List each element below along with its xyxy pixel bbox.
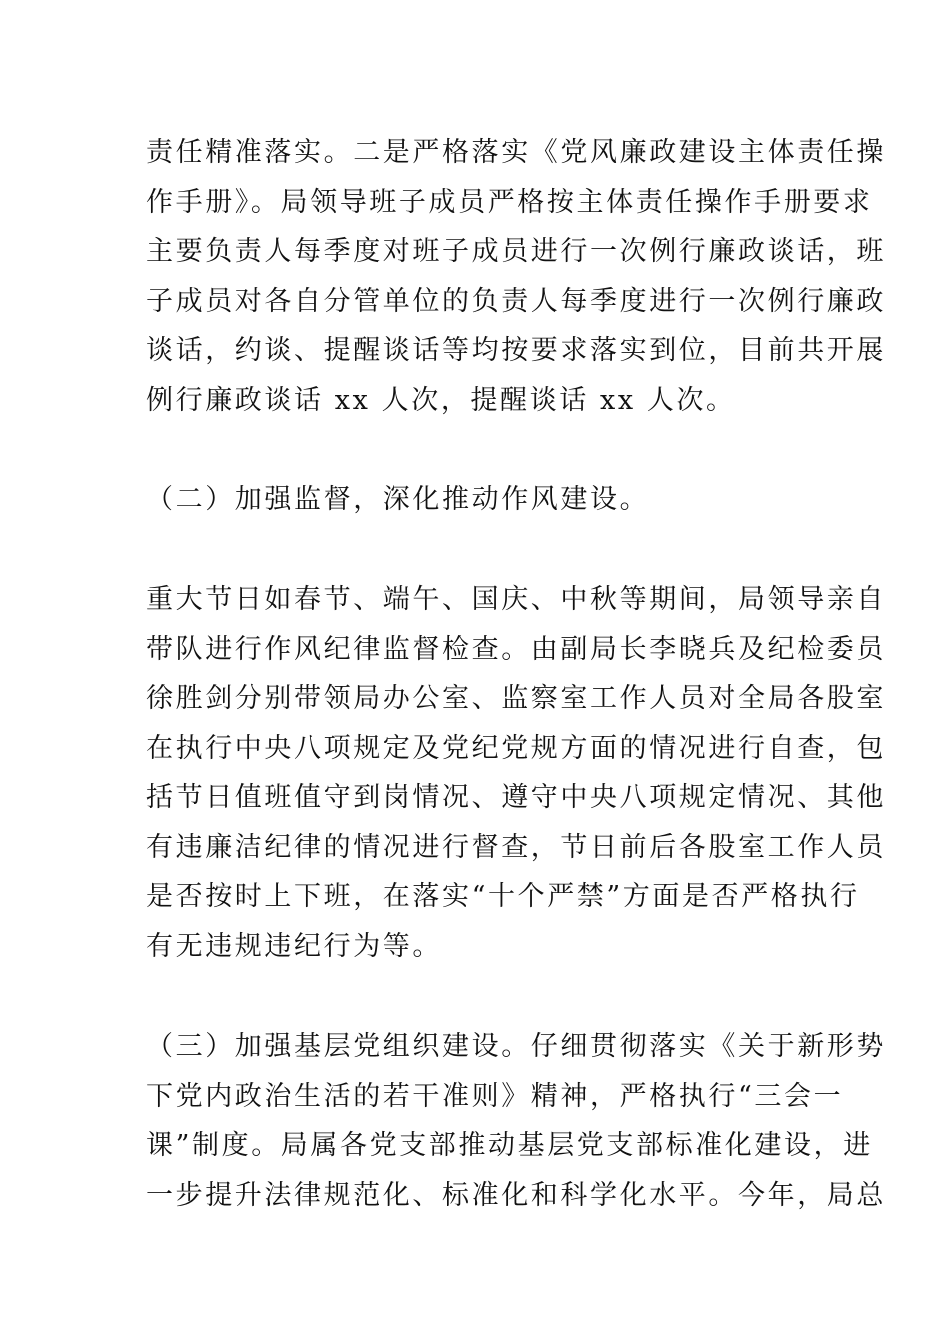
text-line: 谈话，约谈、提醒谈话等均按要求落实到位，目前共开展 [146,335,886,366]
text-line: 在执行中央八项规定及党纪党规方面的情况进行自查，包 [146,732,886,764]
text-line: 有无违规违纪行为等。 [146,930,442,962]
text-line: 主要负责人每季度对班子成员进行一次例行廉政谈话，班 [146,236,886,267]
heading-text: （二）加强监督，深化推动作风建设。 [146,484,650,515]
text-line: 例行廉政谈话 xx 人次，提醒谈话 xx 人次。 [146,384,736,416]
text-line: 下党内政治生活的若干准则》精神，严格执行“三会一 [146,1080,844,1112]
text-line: 子成员对各自分管单位的负责人每季度进行一次例行廉政 [146,285,886,317]
text-line: 作手册》。局领导班子成员严格按主体责任操作手册要求 [146,186,873,218]
text-line: 带队进行作风纪律监督检查。由副局长李晓兵及纪检委员 [146,633,886,665]
text-line: 有违廉洁纪律的情况进行督查，节日前后各股室工作人员 [146,831,886,863]
text-line: 重大节日如春节、端午、国庆、中秋等期间，局领导亲自 [146,584,886,615]
paragraph-talks [146,128,886,425]
paragraph-party-organization [146,1022,886,1220]
text-line: 课”制度。局属各党支部推动基层党支部标准化建设，进 [146,1130,873,1161]
paragraph-holiday-inspection [146,575,886,971]
section-heading-supervision [146,475,811,525]
text-line: 是否按时上下班，在落实“十个严禁”方面是否严格执行 [146,881,860,912]
text-line: 徐胜剑分别带领局办公室、监察室工作人员对全局各股室 [146,683,886,714]
text-line: 责任精准落实。二是严格落实《党风廉政建设主体责任操 [146,137,886,168]
text-line: 一步提升法律规范化、标准化和科学化水平。今年，局总 [146,1179,886,1211]
text-line: （三）加强基层党组织建设。仔细贯彻落实《关于新形势 [146,1031,886,1062]
text-line: 括节日值班值守到岗情况、遵守中央八项规定情况、其他 [146,782,886,813]
